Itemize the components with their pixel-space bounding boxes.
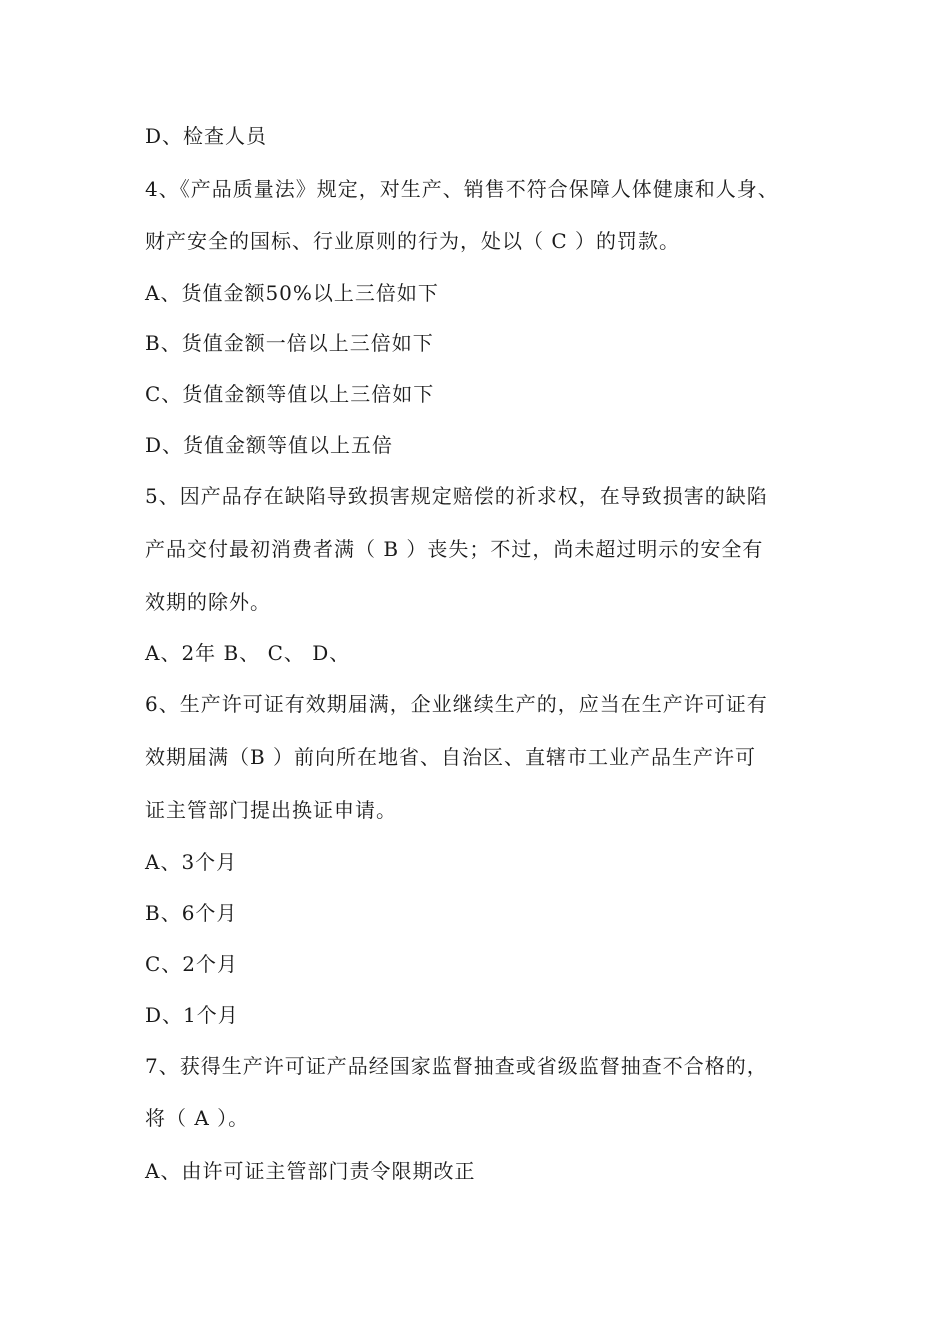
option-a-q7: A、由许可证主管部门责令限期改正 <box>145 1159 476 1183</box>
question-6-line-2: 效期届满（B ）前向所在地省、自治区、直辖市工业产品生产许可 <box>145 745 757 769</box>
option-a-q6: A、3个月 <box>145 850 238 874</box>
question-4-line-1: 4、《产品质量法》规定，对生产、销售不符合保障人体健康和人身、 <box>145 177 779 201</box>
question-7-line-1: 7、获得生产许可证产品经国家监督抽查或省级监督抽查不合格的， <box>145 1054 768 1078</box>
question-6-line-1: 6、生产许可证有效期届满，企业继续生产的，应当在生产许可证有 <box>145 692 768 716</box>
option-d-q4: D、货值金额等值以上五倍 <box>145 433 394 457</box>
question-7-line-2: 将（ A ）。 <box>145 1106 250 1130</box>
question-6-line-3: 证主管部门提出换证申请。 <box>145 798 397 822</box>
option-d-q6: D、1个月 <box>145 1003 239 1027</box>
question-5-line-2: 产品交付最初消费者满（ B ）丧失；不过，尚未超过明示的安全有 <box>145 537 764 561</box>
option-d-q3: D、检查人员 <box>145 124 268 148</box>
option-c-q4: C、货值金额等值以上三倍如下 <box>145 382 435 406</box>
options-q5: A、2年 B、 C、 D、 <box>145 641 351 665</box>
question-5-line-3: 效期的除外。 <box>145 590 271 614</box>
option-c-q6: C、2个月 <box>145 952 239 976</box>
option-b-q6: B、6个月 <box>145 901 238 925</box>
option-b-q4: B、货值金额一倍以上三倍如下 <box>145 331 434 355</box>
option-a-q4: A、货值金额50%以上三倍如下 <box>145 281 439 305</box>
question-4-line-2: 财产安全的国标、行业原则的行为，处以（ C ）的罚款。 <box>145 229 681 253</box>
question-5-line-1: 5、因产品存在缺陷导致损害规定赔偿的祈求权，在导致损害的缺陷 <box>145 484 768 508</box>
